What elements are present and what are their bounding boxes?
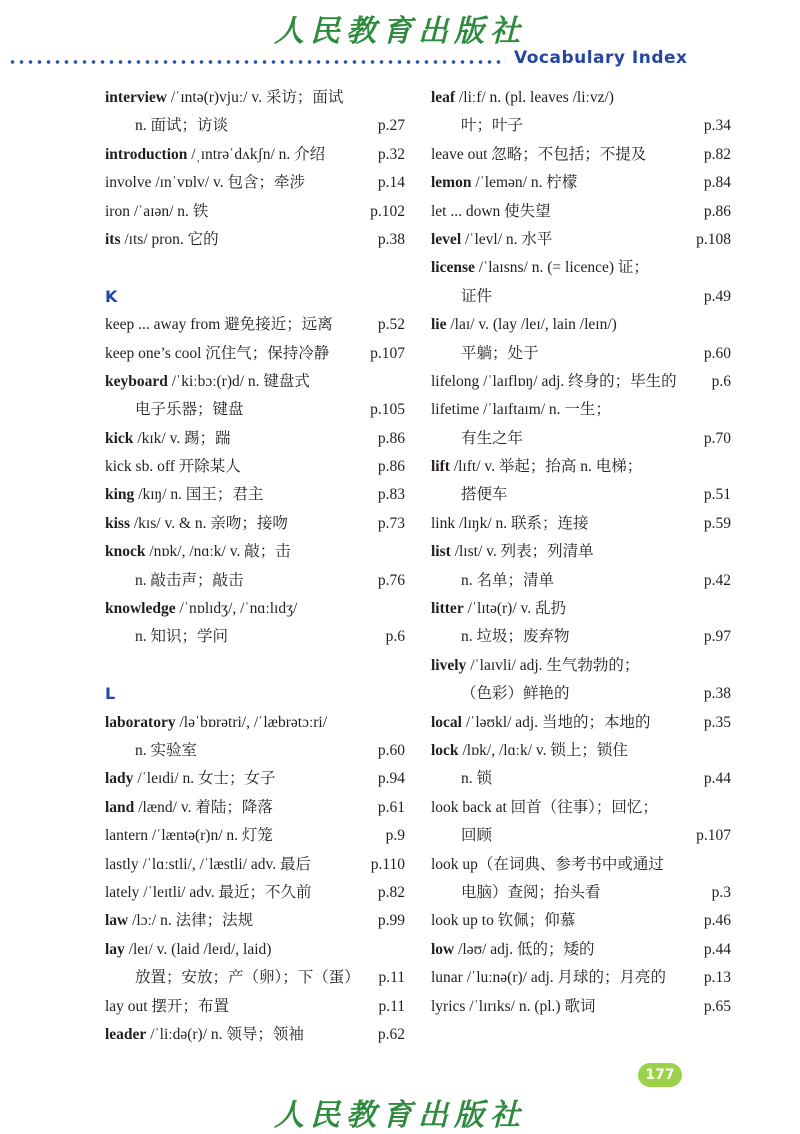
entry-text: introduction /ˌɪntrəˈdʌkʃn/ n. 介绍 <box>105 145 326 163</box>
entry-text: lay out 摆开；布置 <box>105 997 229 1015</box>
vocab-entry <box>431 510 731 538</box>
vocab-entry <box>105 510 405 538</box>
entry-page-ref: p.108 <box>696 230 731 248</box>
entry-page-ref: p.86 <box>377 429 405 447</box>
vocab-entry <box>105 141 405 169</box>
vocab-entry <box>431 652 731 680</box>
vocab-entry <box>431 169 731 197</box>
entry-continuation <box>105 737 405 765</box>
entry-page-ref: p.65 <box>703 997 731 1015</box>
entry-text: n. 敲击声；敲击 <box>135 571 244 589</box>
entry-text: n. 实验室 <box>135 741 198 759</box>
entry-page-ref: p.44 <box>703 940 731 958</box>
entry-page-ref: p.84 <box>703 174 731 192</box>
entry-text: lie /laɪ/ v. (lay /leɪ/, lain /leɪn/) <box>431 316 617 334</box>
vocab-entry <box>105 936 405 964</box>
vocab-entry <box>431 964 731 992</box>
vocab-entry <box>105 538 405 566</box>
vocab-entry <box>431 198 731 226</box>
publisher-logo-top: 人民教育出版社 <box>274 14 526 49</box>
entry-page-ref: p.60 <box>377 741 405 759</box>
entry-text: low /ləʊ/ adj. 低的；矮的 <box>431 940 595 958</box>
entry-text: lay /leɪ/ v. (laid /leɪd/, laid) <box>105 940 272 958</box>
vocab-entry <box>105 311 405 339</box>
entry-page-ref: p.70 <box>703 429 731 447</box>
entry-page-ref: p.42 <box>703 571 731 589</box>
entry-text: lastly /ˈlɑːstli/, /ˈlæstli/ adv. 最后 <box>105 855 312 873</box>
entry-text: involve /ɪnˈvɒlv/ v. 包含；牵涉 <box>105 174 305 192</box>
entry-page-ref: p.105 <box>370 401 405 419</box>
entry-text: interview /ˈɪntə(r)vjuː/ v. 采访；面试 <box>105 89 344 106</box>
vocab-entry <box>105 822 405 850</box>
entry-continuation <box>105 112 405 140</box>
entry-page-ref: p.3 <box>711 883 731 901</box>
entry-page-ref: p.52 <box>377 316 405 334</box>
entry-text: lively /ˈlaɪvli/ adj. 生气勃勃的； <box>431 656 640 674</box>
entry-text: 电脑）查阅；抬头看 <box>461 883 601 901</box>
vocab-entry <box>105 794 405 822</box>
entry-page-ref: p.35 <box>703 713 731 731</box>
vocab-entry <box>431 84 731 112</box>
entry-page-ref: p.102 <box>370 202 405 220</box>
vocab-entry <box>105 169 405 197</box>
vocab-entry <box>105 84 405 112</box>
entry-continuation <box>105 964 405 992</box>
vocab-entry <box>105 907 405 935</box>
vocab-entry <box>431 141 731 169</box>
entry-page-ref: p.34 <box>703 117 731 135</box>
entry-text: level /ˈlevl/ n. 水平 <box>431 230 553 248</box>
vocab-entry <box>105 368 405 396</box>
entry-page-ref: p.46 <box>703 912 731 930</box>
entry-continuation <box>431 623 731 651</box>
spacer <box>105 254 405 282</box>
right-column <box>431 84 731 1021</box>
entry-page-ref: p.38 <box>377 230 405 248</box>
entry-page-ref: p.11 <box>378 969 405 987</box>
entry-page-ref: p.9 <box>385 827 405 845</box>
entry-page-ref: p.82 <box>377 883 405 901</box>
vocab-entry <box>105 340 405 368</box>
entry-text: let ... down 使失望 <box>431 202 551 220</box>
entry-page-ref: p.60 <box>703 344 731 362</box>
section-letter <box>105 680 405 708</box>
entry-continuation <box>431 340 731 368</box>
entry-text: law /lɔː/ n. 法律；法规 <box>105 912 254 930</box>
entry-page-ref: p.94 <box>377 770 405 788</box>
publisher-logo-bottom: 人民教育出版社 <box>274 1098 526 1133</box>
entry-text: lifelong /ˈlaɪflɒŋ/ adj. 终身的；毕生的 <box>431 372 677 390</box>
entry-text: leader /ˈliːdə(r)/ n. 领导；领袖 <box>105 1025 304 1043</box>
entry-text: 平躺；处于 <box>461 344 539 362</box>
entry-page-ref: p.99 <box>377 912 405 930</box>
entry-continuation <box>105 396 405 424</box>
entry-page-ref: p.62 <box>377 1025 405 1043</box>
entry-text: keep one’s cool 沉住气；保持冷静 <box>105 344 330 362</box>
entry-continuation <box>431 112 731 140</box>
entry-page-ref: p.38 <box>703 685 731 703</box>
entry-text: local /ˈləʊkl/ adj. 当地的；本地的 <box>431 713 651 731</box>
section-letter-text: K <box>105 286 118 306</box>
vocab-entry <box>105 425 405 453</box>
entry-page-ref: p.73 <box>377 514 405 532</box>
entry-continuation <box>431 765 731 793</box>
entry-page-ref: p.97 <box>703 628 731 646</box>
entry-text: n. 知识；学问 <box>135 628 229 646</box>
entry-page-ref: p.107 <box>696 827 731 845</box>
entry-text: lifetime /ˈlaɪftaɪm/ n. 一生； <box>431 401 611 419</box>
entry-page-ref: p.110 <box>370 855 405 873</box>
entry-text: lunar /ˈluːnə(r)/ adj. 月球的；月亮的 <box>431 969 667 987</box>
entry-continuation <box>431 283 731 311</box>
entry-text: leave out 忽略；不包括；不提及 <box>431 145 647 163</box>
entry-page-ref: p.11 <box>378 997 405 1015</box>
entry-text: lady /ˈleɪdi/ n. 女士；女子 <box>105 770 276 788</box>
entry-page-ref: p.86 <box>377 458 405 476</box>
entry-text: n. 垃圾；废弃物 <box>461 628 570 646</box>
vocab-entry <box>105 198 405 226</box>
entry-text: list /lɪst/ v. 列表；列清单 <box>431 543 594 561</box>
vocab-entry <box>431 254 731 282</box>
vocab-entry <box>105 879 405 907</box>
vocab-entry <box>105 993 405 1021</box>
entry-text: land /lænd/ v. 着陆；降落 <box>105 798 273 816</box>
entry-page-ref: p.107 <box>370 344 405 362</box>
entry-page-ref: p.86 <box>703 202 731 220</box>
entry-page-ref: p.6 <box>711 372 731 390</box>
entry-page-ref: p.59 <box>703 514 731 532</box>
entry-text: kick /kɪk/ v. 踢；踹 <box>105 429 231 447</box>
entry-text: lyrics /ˈlɪrɪks/ n. (pl.) 歌词 <box>431 997 596 1015</box>
entry-text: knowledge /ˈnɒlɪdʒ/, /ˈnɑːlɪdʒ/ <box>105 600 298 618</box>
entry-text: 回顾 <box>461 827 493 845</box>
vocab-entry <box>105 765 405 793</box>
entry-text: 电子乐器；键盘 <box>135 401 244 419</box>
section-title: Vocabulary Index <box>514 48 688 68</box>
entry-page-ref: p.51 <box>703 486 731 504</box>
entry-text: lantern /ˈlæntə(r)n/ n. 灯笼 <box>105 827 273 845</box>
entry-text: n. 面试；访谈 <box>135 117 229 135</box>
entry-continuation <box>431 425 731 453</box>
vocab-entry <box>431 737 731 765</box>
entry-continuation <box>431 879 731 907</box>
entry-text: 证件 <box>461 287 493 305</box>
entry-page-ref: p.83 <box>377 486 405 504</box>
entry-text: （色彩）鲜艳的 <box>461 685 570 703</box>
vocab-entry <box>431 993 731 1021</box>
entry-page-ref: p.14 <box>377 174 405 192</box>
vocab-entry <box>105 595 405 623</box>
section-letter <box>105 283 405 311</box>
vocab-entry <box>431 368 731 396</box>
vocab-entry <box>431 396 731 424</box>
entry-page-ref: p.32 <box>377 145 405 163</box>
entry-text: lift /lɪft/ v. 举起；抬高 n. 电梯； <box>431 458 643 476</box>
vocab-entry <box>105 226 405 254</box>
entry-text: litter /ˈlɪtə(r)/ v. 乱扔 <box>431 600 567 618</box>
entry-text: leaf /liːf/ n. (pl. leaves /liːvz/) <box>431 89 614 106</box>
entry-page-ref: p.27 <box>377 117 405 135</box>
entry-text: laboratory /ləˈbɒrətri/, /ˈlæbrətɔːri/ <box>105 713 328 731</box>
entry-text: lemon /ˈlemən/ n. 柠檬 <box>431 174 578 192</box>
entry-text: link /lɪŋk/ n. 联系；连接 <box>431 514 589 532</box>
vocab-entry <box>105 1021 405 1049</box>
entry-text: 搭便车 <box>461 486 508 504</box>
entry-continuation <box>431 822 731 850</box>
vocab-entry <box>105 481 405 509</box>
entry-page-ref: p.61 <box>377 798 405 816</box>
left-column <box>105 84 405 1049</box>
entry-text: look up（在词典、参考书中或通过 <box>431 855 664 873</box>
entry-text: look back at 回首（往事）；回忆； <box>431 798 658 816</box>
entry-page-ref: p.49 <box>703 287 731 305</box>
vocab-entry <box>431 794 731 822</box>
entry-text: 叶；叶子 <box>461 117 524 135</box>
entry-page-ref: p.76 <box>377 571 405 589</box>
entry-text: iron /ˈaɪən/ n. 铁 <box>105 202 209 220</box>
vocab-entry <box>431 709 731 737</box>
entry-text: 放置；安放；产（卵）；下（蛋） <box>135 969 360 987</box>
vocab-entry <box>431 936 731 964</box>
vocab-entry <box>431 907 731 935</box>
entry-text: its /ɪts/ pron. 它的 <box>105 230 219 248</box>
entry-continuation <box>105 623 405 651</box>
vocab-entry <box>431 538 731 566</box>
entry-continuation <box>431 680 731 708</box>
entry-page-ref: p.44 <box>703 770 731 788</box>
entry-continuation <box>431 481 731 509</box>
entry-text: kick sb. off 开除某人 <box>105 458 241 476</box>
page-number-badge: 177 <box>638 1063 682 1087</box>
entry-text: look up to 钦佩；仰慕 <box>431 912 576 930</box>
dotted-rule <box>8 59 506 65</box>
entry-text: 有生之年 <box>461 429 524 447</box>
entry-text: keep ... away from 避免接近；远离 <box>105 316 333 334</box>
vocab-entry <box>431 595 731 623</box>
vocab-entry <box>431 226 731 254</box>
vocab-entry <box>105 453 405 481</box>
entry-text: n. 名单；清单 <box>461 571 555 589</box>
entry-text: knock /nɒk/, /nɑːk/ v. 敲；击 <box>105 543 291 561</box>
entry-page-ref: p.82 <box>703 145 731 163</box>
vocab-entry <box>431 311 731 339</box>
entry-page-ref: p.6 <box>385 628 405 646</box>
entry-continuation <box>105 567 405 595</box>
vocab-entry <box>431 851 731 879</box>
entry-text: n. 锁 <box>461 770 493 788</box>
entry-text: license /ˈlaɪsns/ n. (= licence) 证； <box>431 259 649 277</box>
entry-text: lately /ˈleɪtli/ adv. 最近；不久前 <box>105 883 312 901</box>
entry-continuation <box>431 567 731 595</box>
entry-text: king /kɪŋ/ n. 国王；君主 <box>105 486 264 504</box>
section-letter-text: L <box>105 684 116 704</box>
entry-page-ref: p.13 <box>703 969 731 987</box>
entry-text: lock /lɒk/, /lɑːk/ v. 锁上；锁住 <box>431 741 628 759</box>
spacer <box>105 652 405 680</box>
entry-text: keyboard /ˈkiːbɔː(r)d/ n. 键盘式 <box>105 372 310 390</box>
vocab-entry <box>431 453 731 481</box>
vocab-entry <box>105 851 405 879</box>
entry-text: kiss /kɪs/ v. & n. 亲吻；接吻 <box>105 514 288 532</box>
vocab-entry <box>105 709 405 737</box>
